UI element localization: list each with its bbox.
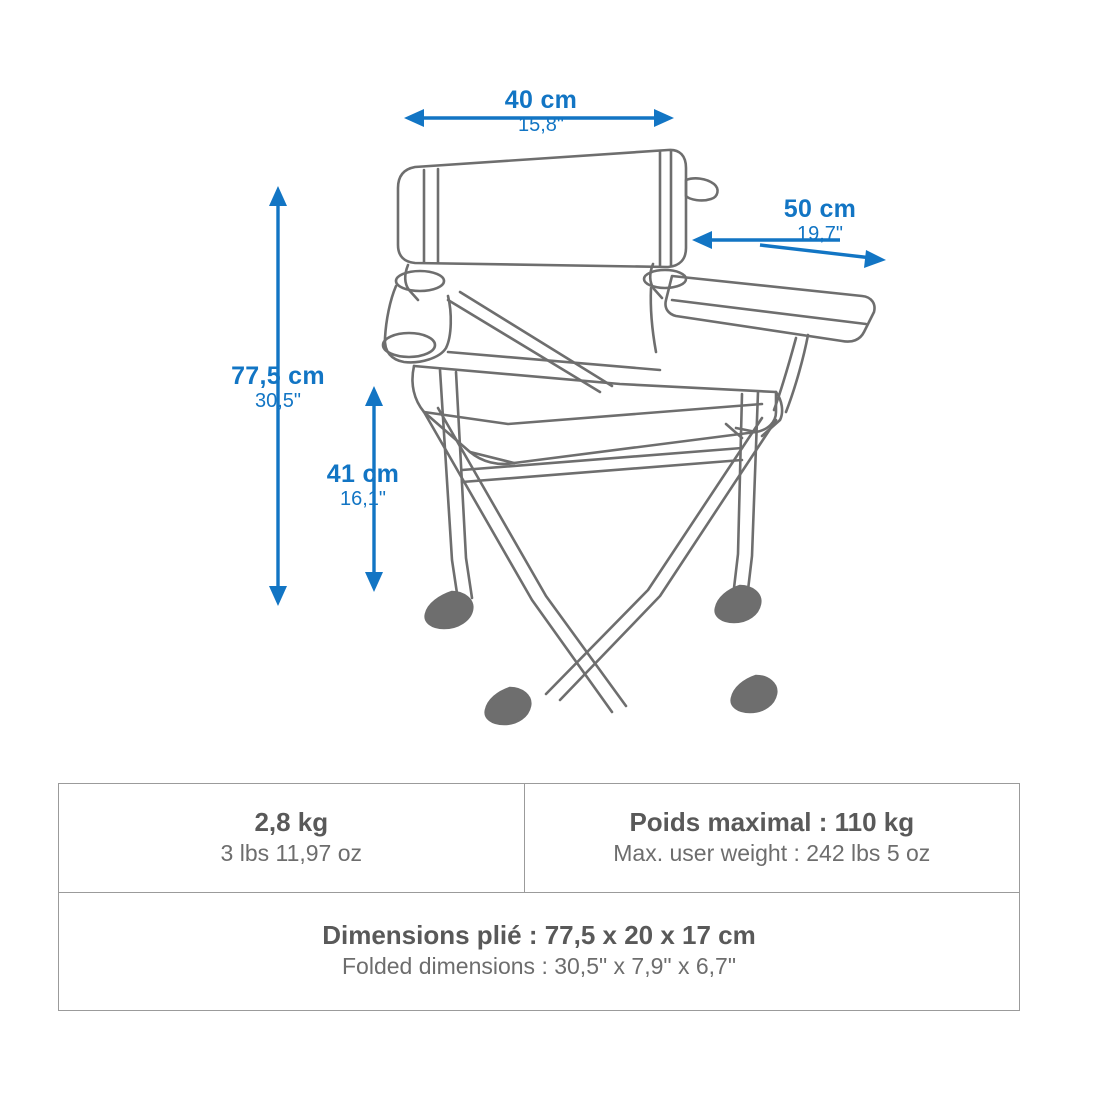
dimension-width-imperial: 15,8": [517, 114, 565, 136]
specifications-table: [58, 783, 1020, 1011]
dimension-total-height-metric: 77,5 cm: [231, 362, 325, 390]
weight-metric: 2,8 kg: [254, 807, 329, 837]
dimension-total-height-imperial: 30,5": [254, 390, 302, 412]
table-row: [59, 893, 1019, 1009]
dimension-seat-height-imperial: 16,1": [339, 488, 387, 510]
dimension-label-depth: [730, 195, 910, 245]
dimension-label-width: [436, 86, 646, 136]
dimension-label-seat-height: [278, 460, 448, 510]
dimension-label-total-height: [188, 362, 368, 412]
max-weight-metric: Poids maximal : 110 kg: [629, 807, 915, 837]
dimension-seat-height-metric: 41 cm: [326, 460, 400, 488]
folded-imperial: Folded dimensions : 30,5" x 7,9" x 6,7": [342, 952, 736, 979]
dimension-depth-metric: 50 cm: [783, 195, 857, 223]
max-weight-imperial: Max. user weight : 242 lbs 5 oz: [613, 839, 931, 866]
folded-metric: Dimensions plié : 77,5 x 20 x 17 cm: [322, 920, 756, 951]
spec-cell-weight: [59, 784, 525, 892]
weight-imperial: 3 lbs 11,97 oz: [220, 839, 363, 866]
spec-cell-max-user-weight: [525, 784, 1019, 892]
dimension-depth-imperial: 19,7": [796, 223, 844, 245]
table-row: [59, 784, 1019, 893]
dimension-width-metric: 40 cm: [504, 86, 578, 114]
spec-cell-folded-dimensions: [59, 893, 1019, 1009]
dimension-arrows: [269, 109, 886, 606]
